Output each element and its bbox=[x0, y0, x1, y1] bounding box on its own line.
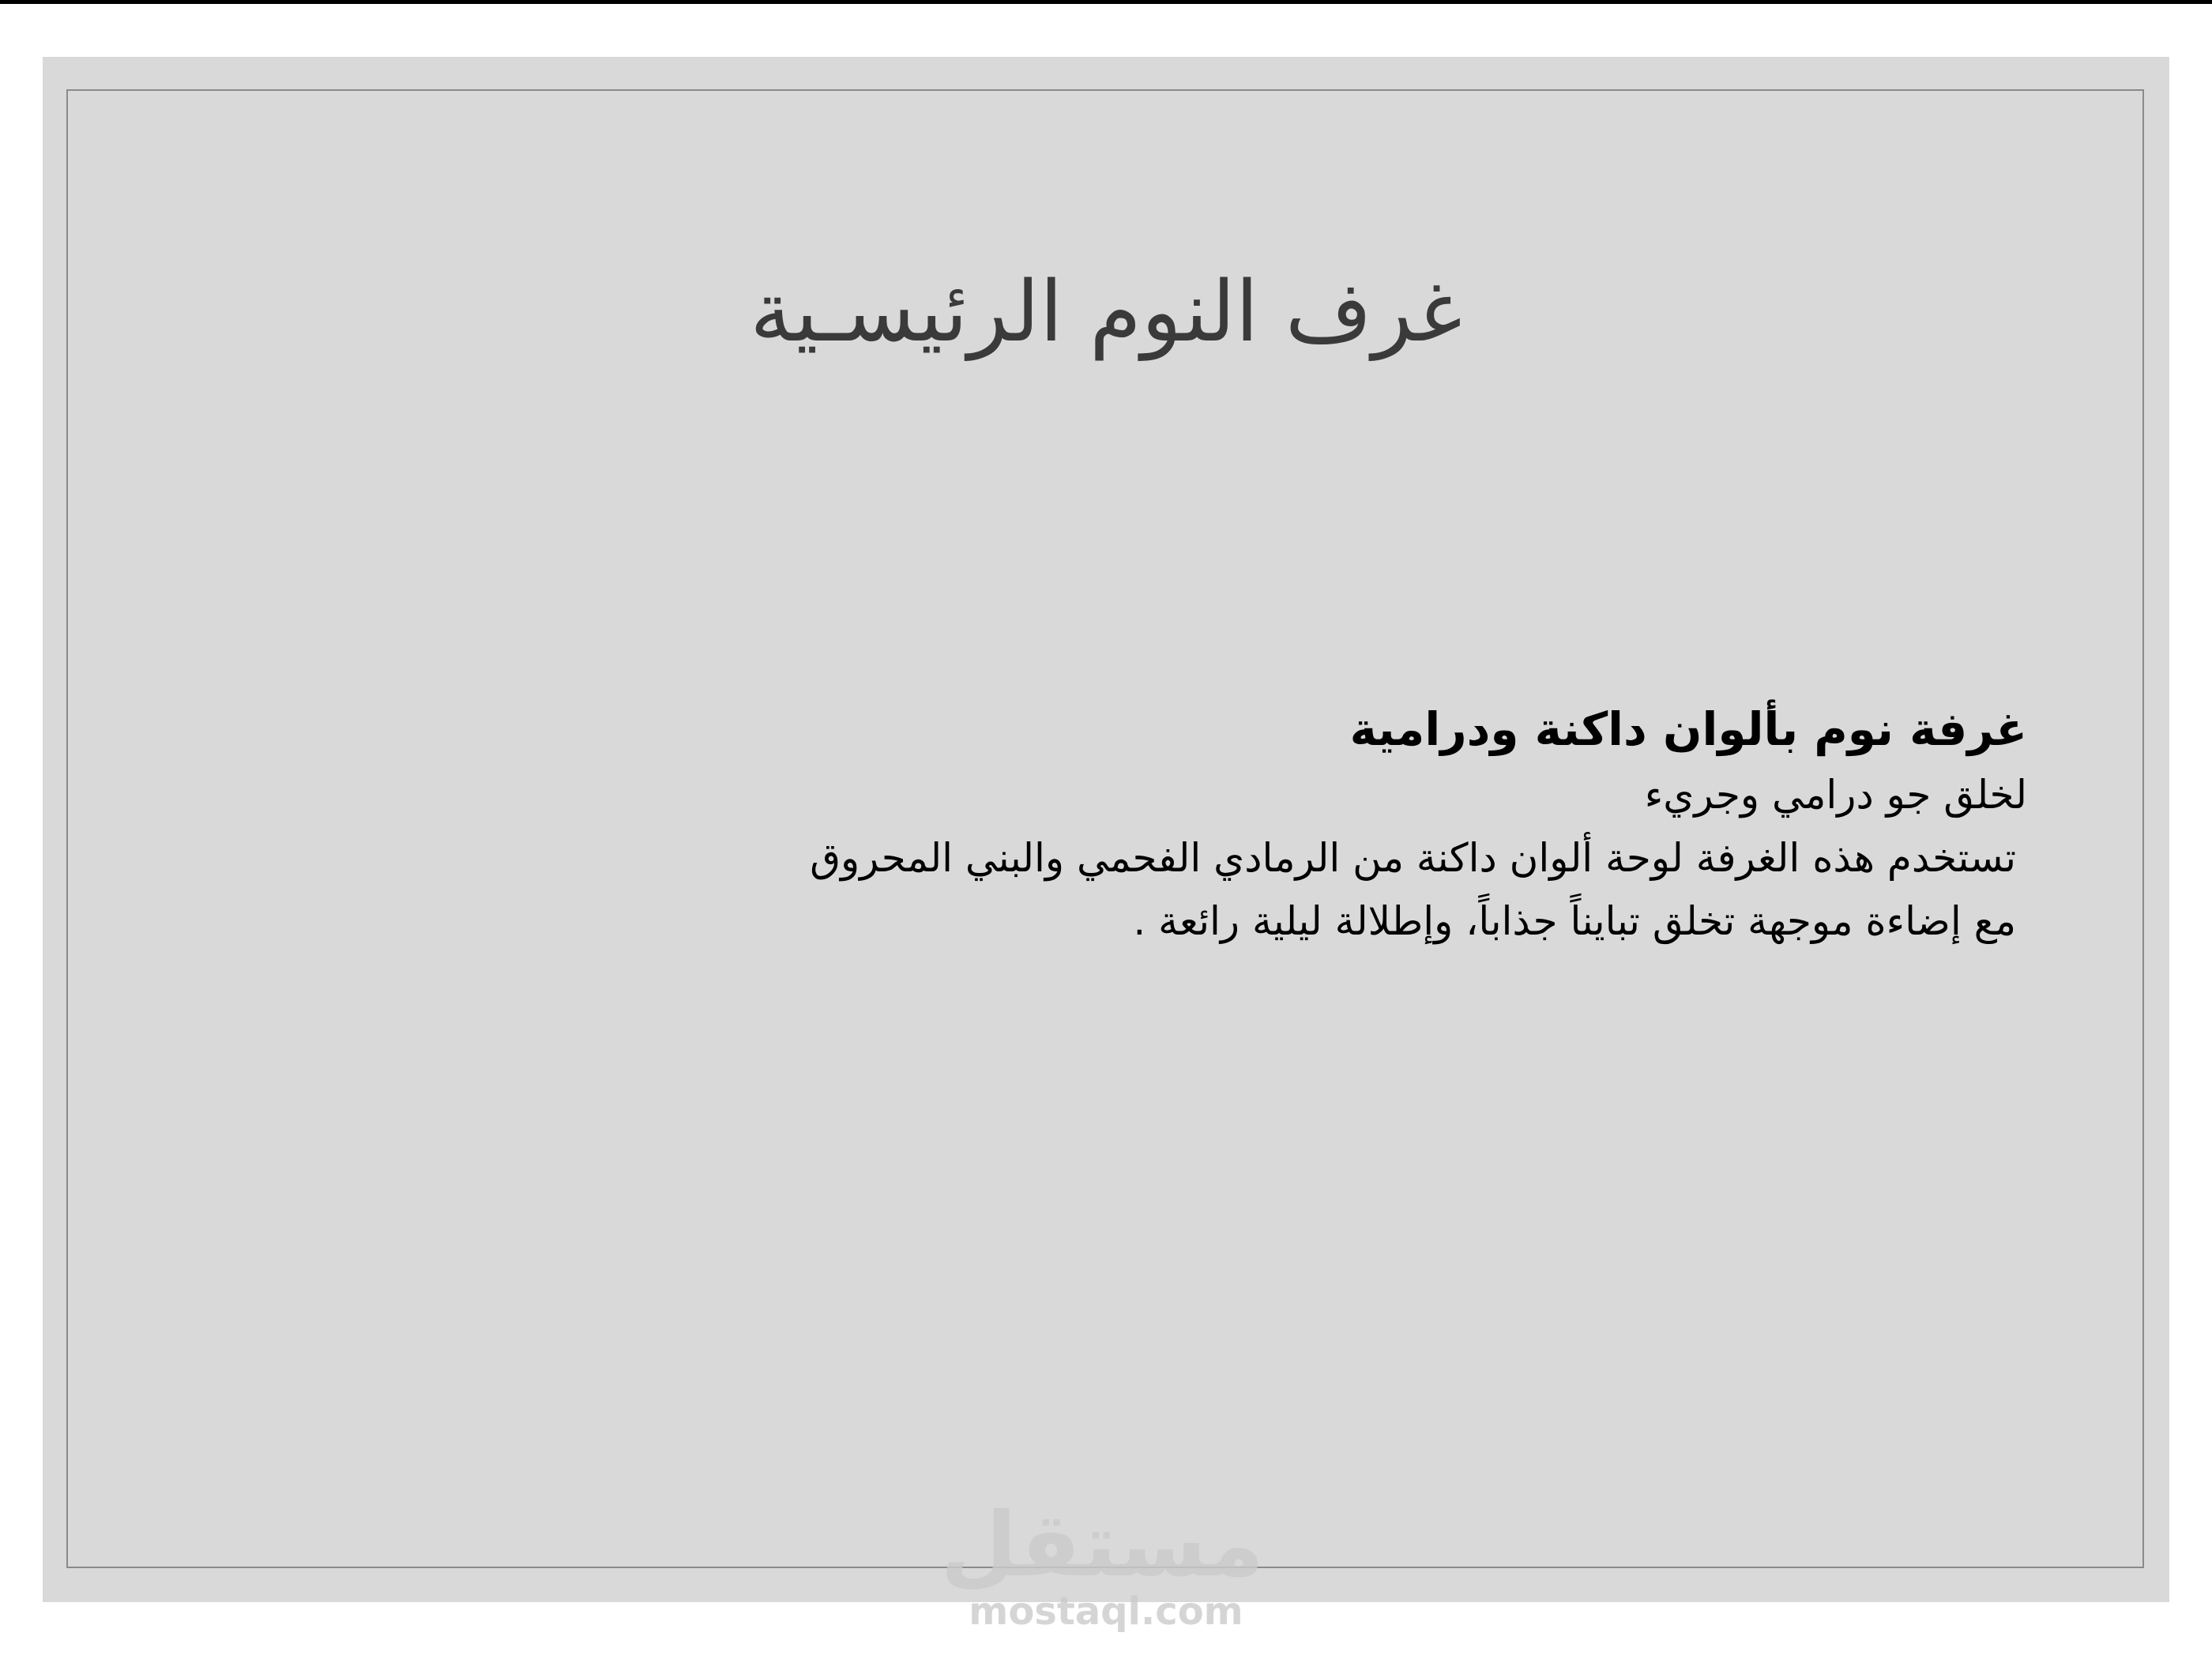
content-line-1: لخلق جو درامي وجريء bbox=[1644, 772, 2027, 818]
watermark-logo: مستقل bbox=[940, 1494, 1264, 1597]
top-rule bbox=[0, 0, 2212, 4]
content-block bbox=[711, 695, 2027, 953]
content-heading: غرفة نوم بألوان داكنة ودرامية bbox=[1349, 702, 2027, 756]
slide-title: غرف النوم الرئيسـية bbox=[750, 263, 1462, 360]
content-line-3: مع إضاءة موجهة تخلق تبايناً جذاباً، وإطلالة ليلية رائعة . bbox=[1133, 898, 2016, 944]
watermark bbox=[940, 1494, 1264, 1634]
watermark-url: mostaql.com bbox=[969, 1589, 1243, 1634]
content-line-2: تستخدم هذه الغرفة لوحة ألوان داكنة من الرمادي الفحمي والبني المحروق bbox=[810, 835, 2016, 881]
